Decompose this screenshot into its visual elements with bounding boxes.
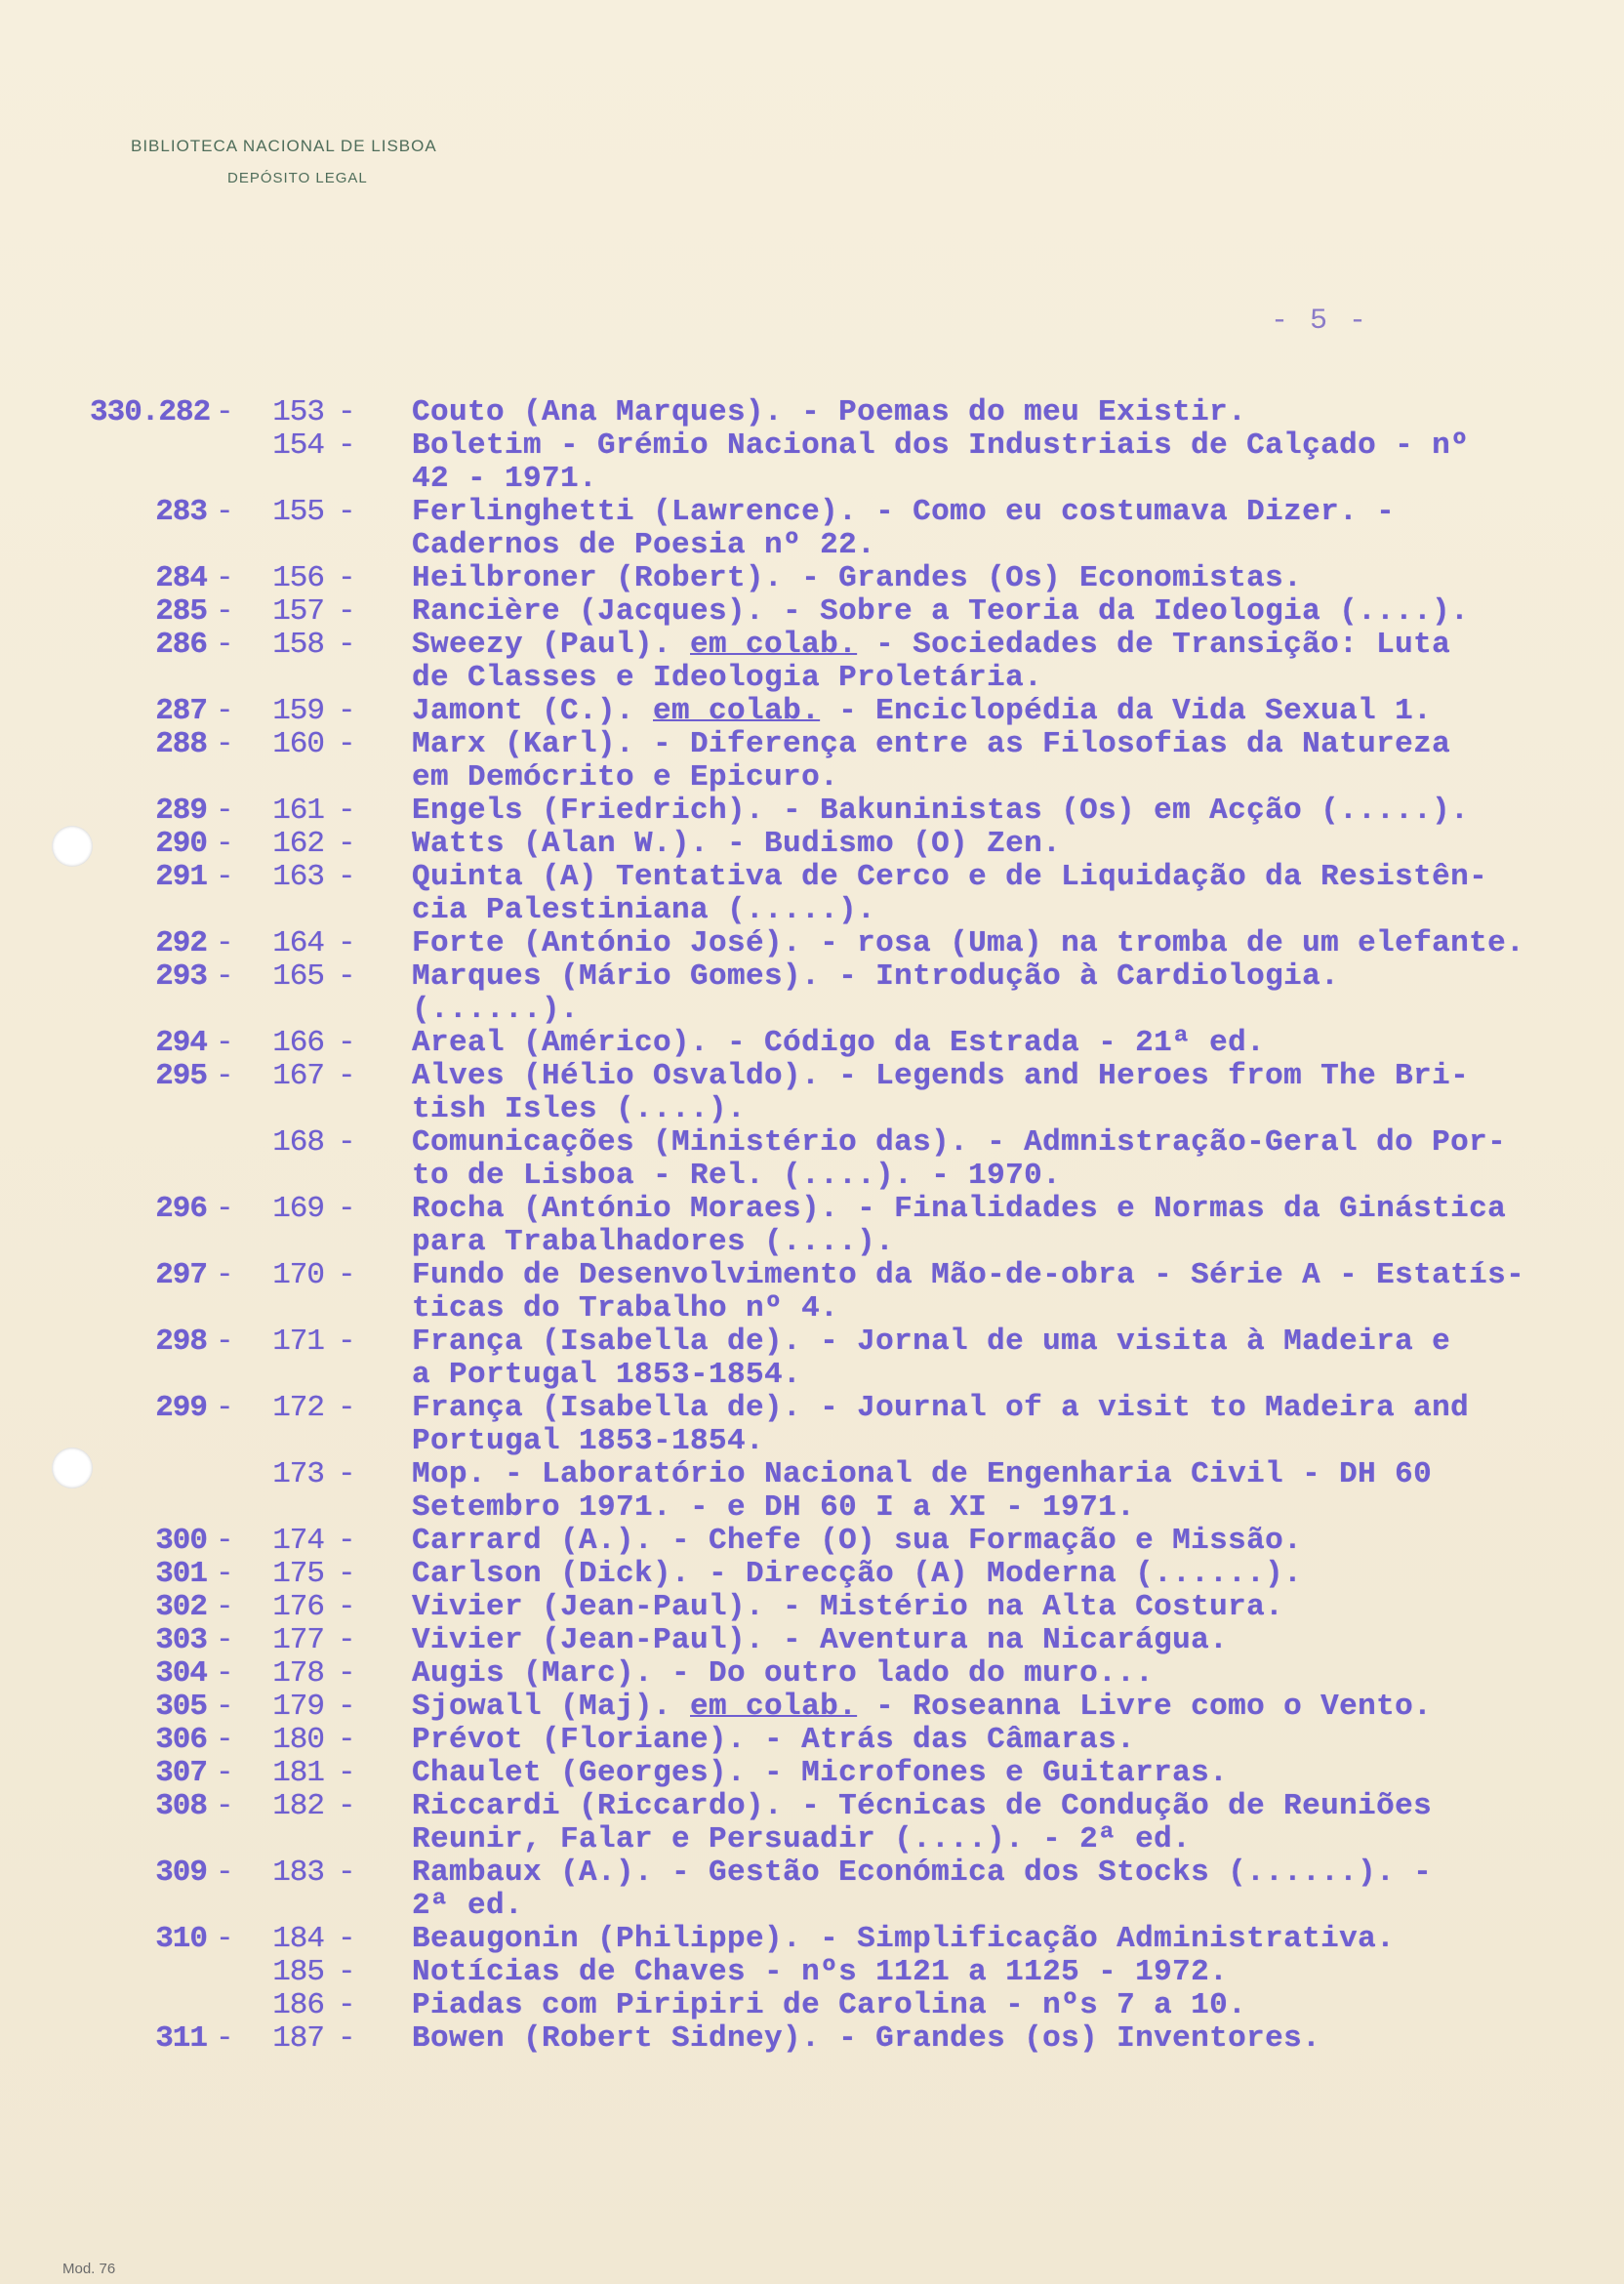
registry-number: 305 (155, 1690, 207, 1724)
entry-row (90, 960, 1612, 994)
entry-text: a Portugal 1853-1854. (412, 1358, 802, 1392)
library-name: BIBLIOTECA NACIONAL DE LISBOA (131, 137, 437, 155)
entry-row (90, 1657, 1612, 1691)
entry-number: 181 (272, 1756, 324, 1790)
entry-number: 182 (272, 1789, 324, 1823)
page-number: - 5 - (1271, 305, 1369, 338)
separator-dash: - (216, 495, 234, 529)
registry-number: 330.282 (90, 395, 211, 429)
registry-number: 289 (155, 794, 207, 828)
entry-row (90, 496, 1612, 529)
entry-text: Engels (Friedrich). - Bakuninistas (Os) em Acção (.....). (412, 794, 1470, 828)
entry-text: Cadernos de Poesia nº 22. (412, 528, 876, 562)
entry-text: de Classes e Ideologia Proletária. (412, 661, 1043, 695)
separator-dash: - (216, 926, 234, 960)
separator-dash: - (216, 694, 234, 728)
registry-number: 299 (155, 1391, 207, 1425)
separator-dash: - (338, 1192, 356, 1226)
registry-number: 292 (155, 926, 207, 960)
entry-row (90, 1027, 1612, 1060)
entry-continuation (90, 894, 1612, 927)
entry-text: Areal (Américo). - Código da Estrada - 21ª ed. (412, 1026, 1266, 1060)
separator-dash: - (216, 1557, 234, 1591)
entry-text: Bowen (Robert Sidney). - Grandes (os) Inventores. (412, 2021, 1321, 2056)
registry-number: 291 (155, 860, 207, 894)
entry-text: Rocha (António Moraes). - Finalidades e Normas da Ginástica (412, 1192, 1507, 1226)
registry-number: 288 (155, 727, 207, 761)
registry-number: 297 (155, 1258, 207, 1292)
entry-number: 156 (272, 561, 324, 595)
entry-number: 162 (272, 827, 324, 861)
separator-dash: - (338, 860, 356, 894)
entry-number: 183 (272, 1856, 324, 1890)
collaboration-note: em colab. (690, 628, 858, 662)
entry-text: 2ª ed. (412, 1889, 524, 1923)
separator-dash: - (338, 1922, 356, 1956)
form-model-label: Mod. 76 (62, 2261, 116, 2277)
entry-number: 177 (272, 1623, 324, 1657)
separator-dash: - (338, 1125, 356, 1160)
registry-number: 295 (155, 1059, 207, 1093)
separator-dash: - (338, 1789, 356, 1823)
separator-dash: - (216, 561, 234, 595)
entry-text: para Trabalhadores (....). (412, 1225, 895, 1259)
separator-dash: - (338, 395, 356, 429)
separator-dash: - (338, 1955, 356, 1989)
separator-dash: - (338, 2021, 356, 2056)
separator-dash: - (338, 827, 356, 861)
entry-text: cia Palestiniana (.....). (412, 893, 876, 927)
registry-number: 311 (155, 2021, 207, 2056)
separator-dash: - (338, 1457, 356, 1491)
registry-number: 307 (155, 1756, 207, 1790)
entry-number: 180 (272, 1723, 324, 1757)
entry-continuation (90, 1226, 1612, 1259)
entry-continuation (90, 529, 1612, 562)
separator-dash: - (216, 594, 234, 629)
separator-dash: - (216, 1325, 234, 1359)
separator-dash: - (216, 1192, 234, 1226)
entry-row (90, 828, 1612, 861)
registry-number: 284 (155, 561, 207, 595)
separator-dash: - (338, 959, 356, 994)
entry-text: Sjowall (Maj). em colab. - Roseanna Livre como o Vento. (412, 1690, 1433, 1724)
entry-row (90, 1724, 1612, 1757)
entry-number: 161 (272, 794, 324, 828)
entry-text: tish Isles (....). (412, 1092, 747, 1126)
entry-number: 170 (272, 1258, 324, 1292)
entry-row (90, 1790, 1612, 1823)
entry-row (90, 927, 1612, 960)
separator-dash: - (338, 1258, 356, 1292)
entry-continuation (90, 1093, 1612, 1126)
entry-text: Sweezy (Paul). em colab. - Sociedades de Transição: Luta (412, 628, 1451, 662)
registry-number: 293 (155, 959, 207, 994)
registry-number: 310 (155, 1922, 207, 1956)
entry-number: 155 (272, 495, 324, 529)
entry-text: Augis (Marc). - Do outro lado do muro... (412, 1656, 1155, 1691)
entry-row (90, 1126, 1612, 1160)
entry-text: to de Lisboa - Rel. (....). - 1970. (412, 1159, 1062, 1193)
separator-dash: - (216, 1856, 234, 1890)
entry-row (90, 795, 1612, 828)
separator-dash: - (216, 628, 234, 662)
entry-continuation (90, 1823, 1612, 1856)
entry-row (90, 1525, 1612, 1558)
separator-dash: - (338, 1026, 356, 1060)
entry-row (90, 1193, 1612, 1226)
entry-number: 160 (272, 727, 324, 761)
catalog-entries (90, 396, 1612, 2056)
separator-dash: - (216, 1059, 234, 1093)
separator-dash: - (216, 959, 234, 994)
registry-number: 301 (155, 1557, 207, 1591)
entry-row (90, 1624, 1612, 1657)
entry-text: Couto (Ana Marques). - Poemas do meu Existir. (412, 395, 1247, 429)
separator-dash: - (216, 1391, 234, 1425)
entry-number: 158 (272, 628, 324, 662)
entry-number: 157 (272, 594, 324, 629)
registry-number: 294 (155, 1026, 207, 1060)
entry-row (90, 1691, 1612, 1724)
entry-text: Comunicações (Ministério das). - Admnistração-Geral do Por- (412, 1125, 1507, 1160)
entry-number: 166 (272, 1026, 324, 1060)
separator-dash: - (338, 1590, 356, 1624)
separator-dash: - (216, 1524, 234, 1558)
entry-text: 42 - 1971. (412, 462, 598, 496)
entry-continuation (90, 1491, 1612, 1525)
entry-number: 176 (272, 1590, 324, 1624)
separator-dash: - (338, 628, 356, 662)
entry-number: 163 (272, 860, 324, 894)
entry-row (90, 1392, 1612, 1425)
separator-dash: - (216, 1623, 234, 1657)
registry-number: 308 (155, 1789, 207, 1823)
separator-dash: - (216, 1922, 234, 1956)
separator-dash: - (216, 1026, 234, 1060)
entry-row (90, 1757, 1612, 1790)
separator-dash: - (338, 727, 356, 761)
entry-number: 159 (272, 694, 324, 728)
entry-text: (......). (412, 993, 580, 1027)
entry-number: 154 (272, 428, 324, 463)
entry-row (90, 1259, 1612, 1292)
entry-text: Boletim - Grémio Nacional dos Industriais de Calçado - nº (412, 428, 1470, 463)
separator-dash: - (216, 1590, 234, 1624)
separator-dash: - (338, 1856, 356, 1890)
separator-dash: - (338, 1391, 356, 1425)
registry-number: 306 (155, 1723, 207, 1757)
entry-number: 178 (272, 1656, 324, 1691)
punch-hole-bottom (52, 1448, 93, 1489)
entry-continuation (90, 662, 1612, 695)
separator-dash: - (338, 1059, 356, 1093)
entry-text: Jamont (C.). em colab. - Enciclopédia da Vida Sexual 1. (412, 694, 1433, 728)
entry-text: Reunir, Falar e Persuadir (....). - 2ª ed. (412, 1822, 1192, 1856)
separator-dash: - (338, 1557, 356, 1591)
entry-number: 165 (272, 959, 324, 994)
entry-number: 171 (272, 1325, 324, 1359)
registry-number: 309 (155, 1856, 207, 1890)
separator-dash: - (216, 727, 234, 761)
entry-row (90, 595, 1612, 629)
entry-number: 179 (272, 1690, 324, 1724)
entry-row (90, 1591, 1612, 1624)
registry-number: 290 (155, 827, 207, 861)
entry-text: Carrard (A.). - Chefe (O) sua Formação e Missão. (412, 1524, 1303, 1558)
entry-row (90, 562, 1612, 595)
entry-text: em Demócrito e Epicuro. (412, 760, 839, 795)
separator-dash: - (338, 694, 356, 728)
registry-number: 298 (155, 1325, 207, 1359)
entry-text: Vivier (Jean-Paul). - Mistério na Alta Costura. (412, 1590, 1284, 1624)
registry-number: 303 (155, 1623, 207, 1657)
punch-hole-top (52, 826, 93, 867)
separator-dash: - (338, 1325, 356, 1359)
entry-text: Carlson (Dick). - Direcção (A) Moderna (......). (412, 1557, 1303, 1591)
entry-row (90, 1326, 1612, 1359)
entry-row (90, 629, 1612, 662)
separator-dash: - (338, 926, 356, 960)
entry-continuation (90, 761, 1612, 795)
separator-dash: - (216, 1258, 234, 1292)
entry-text: Rambaux (A.). - Gestão Económica dos Stocks (......). - (412, 1856, 1433, 1890)
registry-number: 286 (155, 628, 207, 662)
separator-dash: - (338, 495, 356, 529)
entry-text: Piadas com Piripiri de Carolina - nºs 7 a 10. (412, 1988, 1247, 2022)
entry-continuation (90, 1160, 1612, 1193)
entry-number: 185 (272, 1955, 324, 1989)
entry-row (90, 2022, 1612, 2056)
separator-dash: - (216, 1690, 234, 1724)
entry-text: Chaulet (Georges). - Microfones e Guitarras. (412, 1756, 1229, 1790)
entry-text: Watts (Alan W.). - Budismo (O) Zen. (412, 827, 1062, 861)
separator-dash: - (216, 1789, 234, 1823)
entry-text: França (Isabella de). - Journal of a visit to Madeira and (412, 1391, 1470, 1425)
entry-text: Vivier (Jean-Paul). - Aventura na Nicarágua. (412, 1623, 1229, 1657)
entry-text: França (Isabella de). - Jornal de uma visita à Madeira e (412, 1325, 1451, 1359)
entry-text: Setembro 1971. - e DH 60 I a XI - 1971. (412, 1490, 1136, 1525)
registry-number: 287 (155, 694, 207, 728)
separator-dash: - (216, 1723, 234, 1757)
separator-dash: - (216, 2021, 234, 2056)
registry-number: 304 (155, 1656, 207, 1691)
entry-continuation (90, 463, 1612, 496)
separator-dash: - (338, 1723, 356, 1757)
entry-text: Ferlinghetti (Lawrence). - Como eu costumava Dizer. - (412, 495, 1396, 529)
separator-dash: - (338, 1988, 356, 2022)
entry-text: Prévot (Floriane). - Atrás das Câmaras. (412, 1723, 1136, 1757)
separator-dash: - (338, 428, 356, 463)
separator-dash: - (216, 794, 234, 828)
entry-continuation (90, 1425, 1612, 1458)
entry-text: Portugal 1853-1854. (412, 1424, 765, 1458)
entry-number: 174 (272, 1524, 324, 1558)
entry-text: Rancière (Jacques). - Sobre a Teoria da Ideologia (....). (412, 594, 1470, 629)
collaboration-note: em colab. (690, 1690, 858, 1724)
collaboration-note: em colab. (653, 694, 821, 728)
entry-row (90, 1558, 1612, 1591)
entry-text: Quinta (A) Tentativa de Cerco e de Liquidação da Resistên- (412, 860, 1488, 894)
entry-text: Beaugonin (Philippe). - Simplificação Administrativa. (412, 1922, 1396, 1956)
entry-text: Mop. - Laboratório Nacional de Engenharia Civil - DH 60 (412, 1457, 1433, 1491)
separator-dash: - (338, 1756, 356, 1790)
entry-number: 172 (272, 1391, 324, 1425)
separator-dash: - (338, 1524, 356, 1558)
entry-row (90, 1989, 1612, 2022)
entry-number: 187 (272, 2021, 324, 2056)
entry-row (90, 429, 1612, 463)
entry-text: Fundo de Desenvolvimento da Mão-de-obra - Série A - Estatís- (412, 1258, 1525, 1292)
separator-dash: - (338, 794, 356, 828)
entry-number: 175 (272, 1557, 324, 1591)
entry-continuation (90, 1890, 1612, 1923)
entry-number: 164 (272, 926, 324, 960)
department-name: DEPÓSITO LEGAL (227, 170, 368, 186)
separator-dash: - (216, 1656, 234, 1691)
separator-dash: - (338, 561, 356, 595)
entry-text: Alves (Hélio Osvaldo). - Legends and Heroes from The Bri- (412, 1059, 1470, 1093)
entry-text: ticas do Trabalho nº 4. (412, 1291, 839, 1326)
entry-continuation (90, 1292, 1612, 1326)
separator-dash: - (216, 860, 234, 894)
entry-text: Notícias de Chaves - nºs 1121 a 1125 - 1972. (412, 1955, 1229, 1989)
entry-row (90, 1956, 1612, 1989)
entry-number: 167 (272, 1059, 324, 1093)
entry-row (90, 861, 1612, 894)
entry-row (90, 396, 1612, 429)
separator-dash: - (216, 827, 234, 861)
entry-text: Marques (Mário Gomes). - Introdução à Cardiologia. (412, 959, 1340, 994)
separator-dash: - (216, 395, 234, 429)
entry-text: Heilbroner (Robert). - Grandes (Os) Economistas. (412, 561, 1303, 595)
entry-number: 173 (272, 1457, 324, 1491)
separator-dash: - (338, 1656, 356, 1691)
entry-row (90, 695, 1612, 728)
registry-number: 283 (155, 495, 207, 529)
entry-text: Marx (Karl). - Diferença entre as Filosofias da Natureza (412, 727, 1451, 761)
separator-dash: - (338, 1690, 356, 1724)
entry-row (90, 1923, 1612, 1956)
entry-row (90, 1060, 1612, 1093)
separator-dash: - (338, 1623, 356, 1657)
entry-number: 186 (272, 1988, 324, 2022)
entry-row (90, 1458, 1612, 1491)
separator-dash: - (216, 1756, 234, 1790)
entry-number: 169 (272, 1192, 324, 1226)
entry-number: 153 (272, 395, 324, 429)
registry-number: 285 (155, 594, 207, 629)
registry-number: 300 (155, 1524, 207, 1558)
entry-number: 184 (272, 1922, 324, 1956)
entry-continuation (90, 1359, 1612, 1392)
entry-row (90, 728, 1612, 761)
entry-number: 168 (272, 1125, 324, 1160)
entry-text: Forte (António José). - rosa (Uma) na tromba de um elefante. (412, 926, 1525, 960)
entry-continuation (90, 994, 1612, 1027)
registry-number: 302 (155, 1590, 207, 1624)
registry-number: 296 (155, 1192, 207, 1226)
separator-dash: - (338, 594, 356, 629)
entry-row (90, 1856, 1612, 1890)
entry-text: Riccardi (Riccardo). - Técnicas de Condução de Reuniões (412, 1789, 1433, 1823)
